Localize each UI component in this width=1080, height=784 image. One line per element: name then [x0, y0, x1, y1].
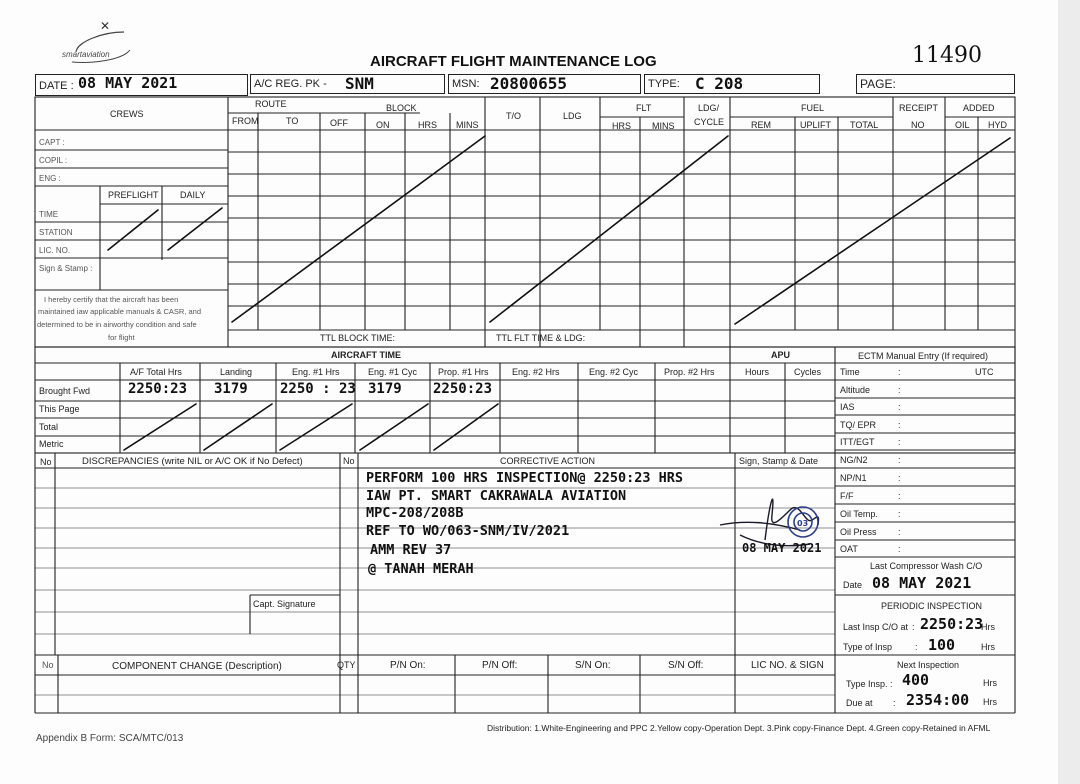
last-insp-label: Last Insp C/O at	[843, 622, 909, 632]
ectm-colon-7: :	[898, 473, 901, 483]
aircraft-time-title: AIRCRAFT TIME	[331, 350, 401, 360]
col-eng1-hrs: Eng. #1 Hrs	[292, 367, 340, 377]
comp-desc-header: COMPONENT CHANGE (Description)	[112, 661, 282, 672]
due-at-value: 2354:00	[906, 691, 970, 709]
next-type-value: 400	[902, 671, 930, 689]
bf-landing: 3179	[214, 381, 248, 397]
ectm-ng: NG/N2	[840, 455, 868, 465]
sign-header: Sign, Stamp & Date	[739, 456, 819, 466]
comp-no-header: No	[42, 660, 54, 670]
row-brought-fwd: Brought Fwd	[39, 386, 91, 396]
from-header: FROM	[232, 116, 259, 126]
action-line-5: AMM REV 37	[370, 542, 452, 558]
comp-sn-off-header: S/N Off:	[668, 660, 704, 671]
check-row-lic: LIC. NO.	[39, 246, 71, 255]
ectm-oil-temp: Oil Temp.	[840, 509, 878, 519]
ttl-block-label: TTL BLOCK TIME:	[320, 333, 396, 343]
oil-header: OIL	[955, 120, 970, 130]
rem-header: REM	[751, 120, 771, 130]
type-insp-label: Type of Insp	[843, 642, 893, 652]
certify-line-1: I hereby certify that the aircraft has been	[44, 295, 179, 304]
receipt-no-header: NO	[911, 120, 925, 130]
action-line-6: @ TANAH MERAH	[368, 561, 474, 577]
col-eng2-hrs: Eng. #2 Hrs	[512, 367, 560, 377]
crew-row-copil: COPIL :	[39, 156, 68, 165]
route-header: ROUTE	[255, 99, 287, 109]
due-at-colon: :	[893, 698, 896, 708]
apu-title: APU	[771, 350, 791, 360]
col-af-total: A/F Total Hrs	[130, 367, 182, 377]
corr-no-header: No	[343, 456, 355, 466]
row-this-page: This Page	[39, 404, 80, 414]
ectm-colon-1: :	[898, 367, 901, 377]
ectm-np: NP/N1	[840, 473, 867, 483]
action-line-3: MPC-208/208B	[366, 505, 464, 521]
svg-text:03: 03	[797, 519, 809, 528]
certify-line-3: determined to be in airworthy condition and safe	[37, 320, 197, 329]
check-row-sign: Sign & Stamp :	[39, 264, 93, 273]
total-header: TOTAL	[850, 120, 879, 130]
last-insp-hrs: Hrs	[981, 622, 995, 632]
block-header: BLOCK	[386, 103, 417, 113]
bf-eng1-cyc: 3179	[368, 381, 402, 397]
ectm-colon-2: :	[898, 385, 901, 395]
compressor-title: Last Compressor Wash C/O	[870, 561, 983, 571]
on-header: ON	[376, 120, 390, 130]
col-prop1-hrs: Prop. #1 Hrs	[438, 367, 489, 377]
crew-row-eng: ENG :	[39, 174, 61, 183]
form-number: 11490	[912, 43, 982, 68]
capt-signature-label: Capt. Signature	[253, 599, 316, 609]
form-title: AIRCRAFT FLIGHT MAINTENANCE LOG	[370, 53, 657, 70]
date-value: 08 MAY 2021	[78, 74, 178, 92]
next-type-colon: :	[890, 679, 893, 689]
col-prop2-hrs: Prop. #2 Hrs	[664, 367, 715, 377]
due-at-label: Due at	[846, 698, 873, 708]
block-mins-header: MINS	[456, 120, 479, 130]
ectm-ff: F/F	[840, 491, 854, 501]
ectm-ias: IAS	[840, 402, 855, 412]
next-type-hrs: Hrs	[983, 678, 997, 688]
apu-hours: Hours	[745, 367, 770, 377]
col-landing: Landing	[220, 367, 253, 377]
ectm-tq: TQ/ EPR	[840, 420, 877, 430]
next-insp-title: Next Inspection	[897, 660, 960, 670]
flt-mins-header: MINS	[652, 121, 675, 131]
action-line-2: IAW PT. SMART CAKRAWALA AVIATION	[366, 488, 627, 504]
ectm-colon-10: :	[898, 527, 901, 537]
col-eng2-cyc: Eng. #2 Cyc	[589, 367, 639, 377]
disc-no-header: No	[40, 457, 52, 467]
msn-value: 20800655	[490, 74, 568, 93]
type-label: TYPE:	[648, 78, 680, 90]
fuel-header: FUEL	[801, 103, 825, 113]
sign-date: 08 MAY 2021	[742, 541, 822, 555]
to-time-header: T/O	[506, 111, 521, 121]
crews-header: CREWS	[110, 109, 144, 119]
off-header: OFF	[330, 118, 348, 128]
type-insp-value: 100	[928, 636, 956, 654]
msn-label: MSN:	[452, 78, 480, 90]
ttl-flt-label: TTL FLT TIME & LDG:	[496, 333, 586, 343]
daily-header: DAILY	[180, 190, 206, 200]
added-header: ADDED	[963, 103, 995, 113]
appendix-label: Appendix B Form: SCA/MTC/013	[36, 733, 184, 744]
ectm-altitude: Altitude	[840, 385, 871, 395]
type-value: C 208	[695, 74, 744, 93]
bf-prop1-hrs: 2250:23	[433, 381, 493, 397]
flt-hrs-header: HRS	[612, 121, 632, 131]
page-label: PAGE:	[860, 77, 896, 91]
hyd-header: HYD	[988, 120, 1008, 130]
comp-lic-header: LIC NO. & SIGN	[751, 660, 824, 671]
ldg-header: LDG	[563, 111, 582, 121]
ectm-title: ECTM Manual Entry (If required)	[858, 351, 989, 361]
bf-eng1-hrs: 2250 : 23	[280, 381, 356, 397]
certify-line-4: for flight	[108, 333, 135, 342]
check-row-time: TIME	[39, 210, 59, 219]
action-line-1: PERFORM 100 HRS INSPECTION@ 2250:23 HRS	[366, 470, 683, 486]
compressor-date-value: 08 MAY 2021	[872, 574, 972, 592]
type-insp-hrs: Hrs	[981, 642, 995, 652]
ectm-colon-9: :	[898, 509, 901, 519]
compressor-date-label: Date	[843, 580, 863, 590]
corrective-header: CORRECTIVE ACTION	[500, 456, 596, 466]
last-insp-value: 2250:23	[920, 615, 984, 633]
company-logo	[62, 18, 202, 78]
ectm-colon-6: :	[898, 455, 901, 465]
ectm-time: Time	[840, 367, 860, 377]
comp-qty-header: QTY	[337, 660, 356, 670]
row-metric: Metric	[39, 439, 64, 449]
comp-pn-on-header: P/N On:	[390, 660, 426, 671]
ac-reg-label: A/C REG. PK -	[254, 78, 327, 90]
check-row-station: STATION	[39, 228, 73, 237]
ectm-colon-8: :	[898, 491, 901, 501]
apu-cycles: Cycles	[794, 367, 822, 377]
preflight-header: PREFLIGHT	[108, 190, 159, 200]
ectm-oat: OAT	[840, 544, 858, 554]
ldg-cycle-header-1: LDG/	[698, 103, 720, 113]
ectm-utc: UTC	[975, 367, 994, 377]
type-insp-colon: :	[915, 642, 918, 652]
ectm-colon-11: :	[898, 544, 901, 554]
block-hrs-header: HRS	[418, 120, 438, 130]
due-at-hrs: Hrs	[983, 697, 997, 707]
logo-text: smartaviation	[62, 50, 110, 59]
distribution-note: Distribution: 1.White-Engineering and PPC 2.Yellow copy-Operation Dept. 3.Pink copy-Finance Dept. 4.Green copy-Retained in AFML	[487, 723, 991, 733]
action-line-4: REF TO WO/063-SNM/IV/2021	[366, 523, 570, 539]
bf-af-total: 2250:23	[128, 381, 188, 397]
ectm-colon-3: :	[898, 402, 901, 412]
row-total: Total	[39, 422, 59, 432]
ectm-itt: ITT/EGT	[840, 437, 875, 447]
ectm-colon-4: :	[898, 420, 901, 430]
crew-row-capt: CAPT :	[39, 138, 65, 147]
to-header: TO	[286, 116, 299, 126]
comp-pn-off-header: P/N Off:	[482, 660, 518, 671]
date-label: DATE :	[39, 80, 74, 92]
last-insp-colon: :	[912, 622, 915, 632]
disc-header: DISCREPANCIES (write NIL or A/C OK if No Defect)	[82, 456, 303, 467]
uplift-header: UPLIFT	[800, 120, 832, 130]
svg-text:✕: ✕	[100, 19, 111, 33]
ectm-oil-press: Oil Press	[840, 527, 877, 537]
comp-sn-on-header: S/N On:	[575, 660, 611, 671]
next-type-label: Type Insp.	[846, 679, 888, 689]
ectm-colon-5: :	[898, 437, 901, 447]
certify-line-2: maintained iaw applicable manuals & CASR, and	[38, 307, 202, 316]
periodic-title: PERIODIC INSPECTION	[881, 601, 983, 611]
ac-reg-value: SNM	[345, 74, 374, 93]
flt-header: FLT	[636, 103, 652, 113]
col-eng1-cyc: Eng. #1 Cyc	[368, 367, 418, 377]
ldg-cycle-header-2: CYCLE	[694, 117, 725, 127]
receipt-header: RECEIPT	[899, 103, 939, 113]
